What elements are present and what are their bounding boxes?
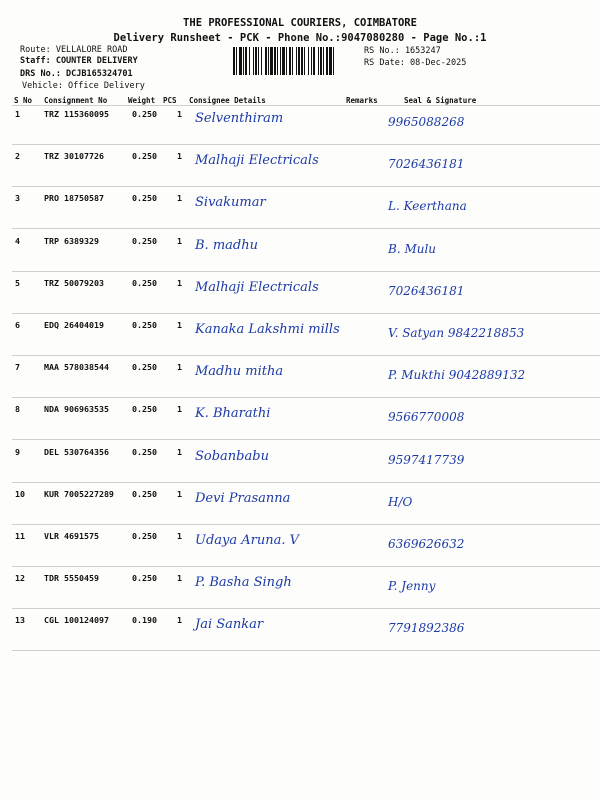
row-sno: 10 <box>15 489 25 499</box>
row-pcs: 1 <box>177 109 182 119</box>
col-sno: S No <box>14 96 33 105</box>
row-divider <box>12 608 600 609</box>
row-sno: 7 <box>15 362 20 372</box>
row-pcs: 1 <box>177 447 182 457</box>
row-consignment: TRZ 50079203 <box>44 278 104 288</box>
row-divider <box>12 566 600 567</box>
staff: Staff: COUNTER DELIVERY <box>20 56 138 66</box>
col-weight: Weight <box>128 96 156 105</box>
row-sno: 4 <box>15 236 20 246</box>
row-divider <box>12 313 600 314</box>
row-pcs: 1 <box>177 362 182 372</box>
row-pcs: 1 <box>177 489 182 499</box>
row-consignment: EDQ 26404019 <box>44 320 104 330</box>
row-sno: 11 <box>15 531 25 541</box>
route: Route: VELLALORE ROAD <box>20 45 128 55</box>
row-weight: 0.250 <box>132 573 157 583</box>
row-consignee-signature: Udaya Aruna. V <box>195 533 300 548</box>
row-seal-signature: P. Jenny <box>388 579 436 593</box>
row-divider <box>12 355 600 356</box>
row-weight: 0.250 <box>132 531 157 541</box>
row-seal-signature: 6369626632 <box>388 537 465 551</box>
row-sno: 8 <box>15 404 20 414</box>
row-weight: 0.250 <box>132 151 157 161</box>
row-consignment: TRZ 115360095 <box>44 109 109 119</box>
row-divider <box>12 439 600 440</box>
row-pcs: 1 <box>177 531 182 541</box>
row-seal-signature: L. Keerthana <box>388 199 467 213</box>
row-seal-signature: H/O <box>388 495 413 509</box>
row-consignment: NDA 906963535 <box>44 404 109 414</box>
row-pcs: 1 <box>177 193 182 203</box>
rs-number: RS No.: 1653247 <box>364 46 441 56</box>
row-consignee-signature: Selventhiram <box>195 111 284 126</box>
row-weight: 0.250 <box>132 109 157 119</box>
row-pcs: 1 <box>177 278 182 288</box>
col-consignment: Consignment No <box>44 96 108 105</box>
vehicle: Vehicle: Office Delivery <box>22 81 145 91</box>
row-pcs: 1 <box>177 151 182 161</box>
row-weight: 0.250 <box>132 362 157 372</box>
row-sno: 3 <box>15 193 20 203</box>
row-sno: 9 <box>15 447 20 457</box>
row-divider <box>12 186 600 187</box>
row-seal-signature: P. Mukthi 9042889132 <box>388 368 526 382</box>
header-divider <box>12 105 600 106</box>
row-weight: 0.250 <box>132 447 157 457</box>
row-consignment: MAA 578038544 <box>44 362 109 372</box>
row-seal-signature: 7026436181 <box>388 157 465 171</box>
document-subtitle: Delivery Runsheet - PCK - Phone No.:9047080280 - Page No.:1 <box>113 32 487 44</box>
row-seal-signature: 7791892386 <box>388 621 465 635</box>
row-divider <box>12 482 600 483</box>
row-sno: 2 <box>15 151 20 161</box>
row-divider <box>12 397 600 398</box>
row-consignee-signature: Madhu mitha <box>195 364 284 379</box>
row-consignment: DEL 530764356 <box>44 447 109 457</box>
row-pcs: 1 <box>177 320 182 330</box>
row-sno: 12 <box>15 573 25 583</box>
row-consignee-signature: Sobanbabu <box>195 449 269 464</box>
rs-date: RS Date: 08-Dec-2025 <box>364 58 467 68</box>
row-seal-signature: B. Mulu <box>388 242 437 256</box>
row-seal-signature: 7026436181 <box>388 284 465 298</box>
row-weight: 0.250 <box>132 236 157 246</box>
col-pcs: PCS <box>163 96 177 105</box>
row-consignee-signature: B. madhu <box>195 238 258 253</box>
row-divider <box>12 228 600 229</box>
row-divider <box>12 144 600 145</box>
col-consignee: Consignee Details <box>189 96 266 105</box>
row-consignment: KUR 7005227289 <box>44 489 114 499</box>
row-weight: 0.250 <box>132 320 157 330</box>
row-consignment: VLR 4691575 <box>44 531 99 541</box>
row-consignee-signature: Devi Prasanna <box>195 491 291 506</box>
row-consignment: CGL 100124097 <box>44 615 109 625</box>
row-consignment: TDR 5550459 <box>44 573 99 583</box>
row-weight: 0.250 <box>132 278 157 288</box>
row-weight: 0.250 <box>132 404 157 414</box>
row-sno: 6 <box>15 320 20 330</box>
row-consignee-signature: P. Basha Singh <box>195 575 292 590</box>
col-remarks: Remarks <box>346 96 378 105</box>
row-pcs: 1 <box>177 236 182 246</box>
row-consignee-signature: Malhaji Electricals <box>195 280 319 295</box>
row-sno: 1 <box>15 109 20 119</box>
row-consignee-signature: Kanaka Lakshmi mills <box>195 322 340 337</box>
document-title: THE PROFESSIONAL COURIERS, COIMBATORE <box>183 17 417 29</box>
col-seal: Seal & Signature <box>404 96 477 105</box>
row-weight: 0.190 <box>132 615 157 625</box>
row-seal-signature: V. Satyan 9842218853 <box>388 326 525 340</box>
row-consignment: TRP 6389329 <box>44 236 99 246</box>
row-consignee-signature: Malhaji Electricals <box>195 153 319 168</box>
row-sno: 5 <box>15 278 20 288</box>
drs-number: DRS No.: DCJB165324701 <box>20 69 133 79</box>
row-sno: 13 <box>15 615 25 625</box>
row-weight: 0.250 <box>132 489 157 499</box>
row-consignment: PRO 18750587 <box>44 193 104 203</box>
row-seal-signature: 9965088268 <box>388 115 465 129</box>
row-consignee-signature: Sivakumar <box>195 195 266 210</box>
row-seal-signature: 9597417739 <box>388 453 465 467</box>
row-weight: 0.250 <box>132 193 157 203</box>
row-consignee-signature: Jai Sankar <box>195 617 264 632</box>
row-divider <box>12 271 600 272</box>
row-pcs: 1 <box>177 615 182 625</box>
row-seal-signature: 9566770008 <box>388 410 465 424</box>
row-consignment: TRZ 30107726 <box>44 151 104 161</box>
row-divider <box>12 650 600 651</box>
row-divider <box>12 524 600 525</box>
row-pcs: 1 <box>177 573 182 583</box>
barcode-icon <box>233 47 359 75</box>
row-consignee-signature: K. Bharathi <box>195 406 271 421</box>
row-pcs: 1 <box>177 404 182 414</box>
